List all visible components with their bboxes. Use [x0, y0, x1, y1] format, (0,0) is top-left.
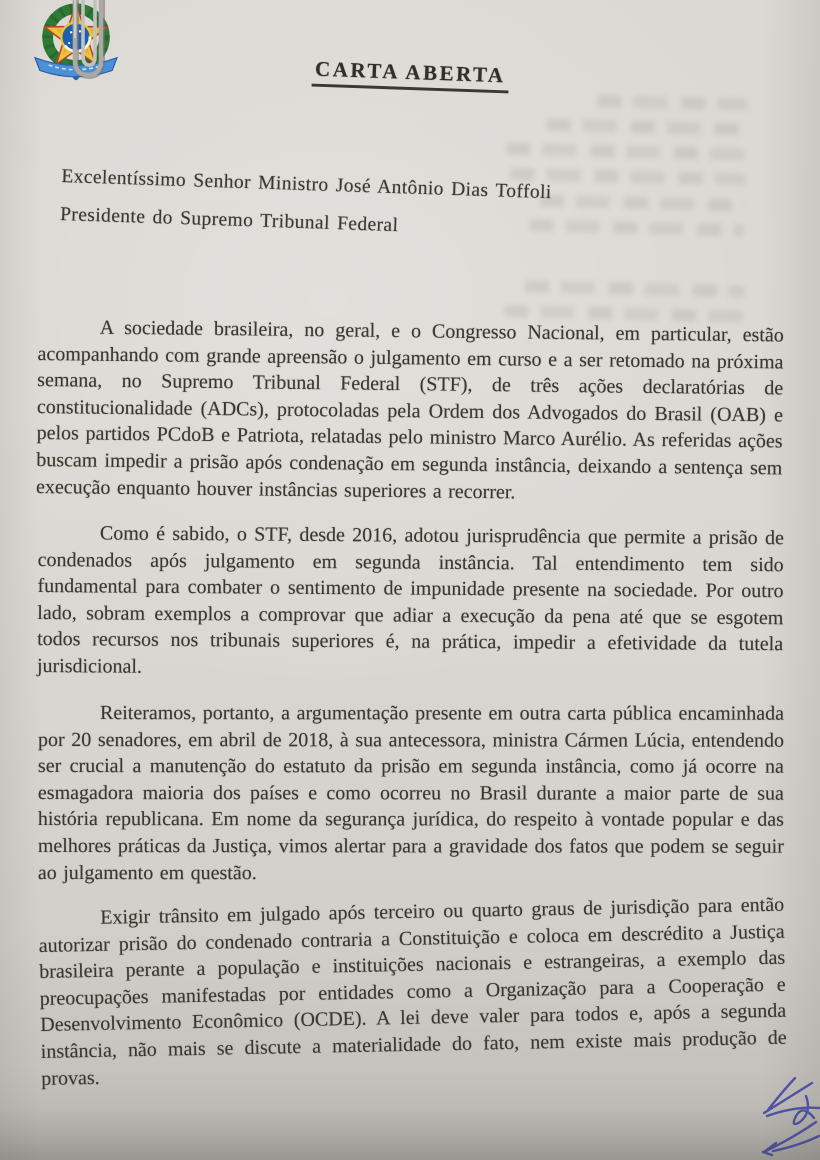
addressee-line-1: Excelentíssimo Senhor Ministro José Antônio Dias Toffoli	[61, 165, 553, 204]
addressee-block	[59, 158, 701, 255]
letter-paragraph-2: Como é sabido, o STF, desde 2016, adotou jurisprudência que permite a prisão de condenados após julgamento em segunda instância. Tal entendimento tem sido fundamental para combater o sentimento de impunidade presente na sociedade. Por outro lado, sobram exemplos a comprovar que adiar a execução da pena até que se esgotem todos recursos nos tribunais superiores é, na prática, impedir a efetividade da tutela jurisdicional.	[36, 522, 784, 678]
letter-paragraph-1: A sociedade brasileira, no geral, e o Congresso Nacional, em particular, estão acompanhando com grande apreensão o julgamento em curso e a ser retomado na próxima semana, no Supremo Tribunal Federal (STF), de três ações declaratórias de constitucionalidade (ADCs), protocoladas pela Ordem dos Advogados do Brasil (OAB) e pelos partidos PCdoB e Patriota, relatadas pelo ministro Marco Aurélio. As referidas ações buscam impedir a prisão após condenação em segunda instância, deixando a sentença sem execução enquanto houver instâncias superiores a recorrer.	[35, 316, 784, 503]
title-row	[0, 56, 820, 90]
letter-title: CARTA ABERTA	[311, 57, 508, 94]
letter-body	[35, 314, 787, 1112]
addressee-line-2: Presidente do Supremo Tribunal Federal	[59, 203, 399, 237]
letter-paragraph-3: Reiteramos, portanto, a argumentação presente em outra carta pública encaminhada por 20 senadores, em abril de 2018, à sua antecessora, ministra Cármen Lúcia, entendendo ser crucial a manutenção do estatuto da prisão em segunda instância, como já ocorre na esmagadora maioria dos países e como ocorreu no Brasil durante a maior parte de sua história republicana. Em nome da segurança jurídica, do respeito à vontade popular e das melhores práticas da Justiça, vimos alertar para a gravidade dos fatos que podem se seguir ao julgamento em questão.	[37, 701, 784, 884]
letter-paragraph-4: Exigir trânsito em julgado após terceiro ou quarto graus de jurisdição para então autorizar prisão do condenado contraria a Constituição e coloca em descrédito a Justiça brasileira perante a população e instituições nacionais e estrangeiras, a exemplo das preocupações manifestadas por entidades como a Organização para a Cooperação e Desenvolvimento Econômico (OCDE). A lei deve valer para todos e, após a segunda instância, não mais se discute a materialidade do fato, nem existe mais produção de provas.	[38, 893, 787, 1090]
